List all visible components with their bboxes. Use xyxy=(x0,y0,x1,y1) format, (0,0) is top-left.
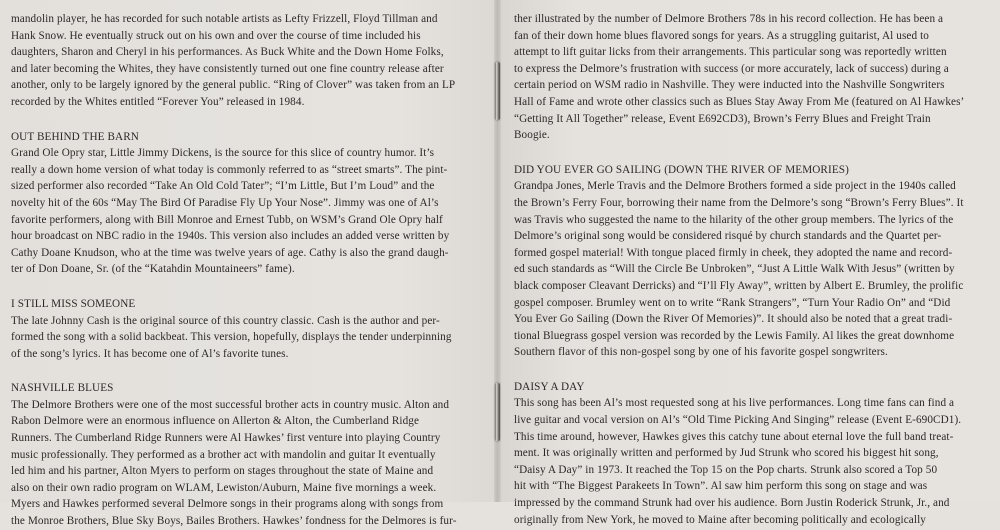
text-line: the Monroe Brothers, Blue Sky Boys, Bailes Brothers. Hawkes’ fondness for the Delmores is fur- xyxy=(11,515,457,528)
text-line: Rabon Delmore were an enormous influence on Allerton & Alton, the Cumberland Ridge xyxy=(11,415,420,428)
staple-bottom xyxy=(495,383,500,441)
text-line: another, only to be largely ignored by the general public. “Ring of Clover” was taken from an LP xyxy=(11,79,456,92)
text-line: daughters, Sharon and Cheryl in his performances. As Buck White and the Down Home Folks, xyxy=(11,46,444,59)
text-line: black composer Cleavant Derricks) and “I’ll Fly Away”, written by Albert E. Brumley, the prolific xyxy=(514,279,964,292)
text-line: Grandpa Jones, Merle Travis and the Delmore Brothers formed a side project in the 1940s called xyxy=(514,180,956,193)
text-line: Delmore’s original song would be considered risqué by church standards and the Quartet per- xyxy=(514,230,942,243)
text-line: ter of Don Doane, Sr. (of the “Katahdin Mountaineers” fame). xyxy=(11,263,295,276)
text-line: Hank Snow. He eventually struck out on his own and over the course of time included his xyxy=(11,29,421,42)
text-line: formed the song with a solid backbeat. This version, hopefully, displays the tender underpinning xyxy=(11,331,452,344)
left-intro xyxy=(11,11,494,111)
text-line: impressed by the command Strunk had over his audience. Born Justin Roderick Strunk, Jr., and xyxy=(514,497,950,510)
staple-top xyxy=(495,62,500,120)
text-line: This time around, however, Hawkes gives this catchy tune about eternal love the full band treat- xyxy=(514,430,954,443)
text-line: gospel composer. Brumley went on to write “Rank Strangers”, “Turn Your Radio On” and “Did xyxy=(514,296,951,309)
text-line: ment. It was originally written and performed by Jud Strunk who scored his biggest hit song, xyxy=(514,447,939,460)
text-line: of the song’s lyrics. It has become one of Al’s favorite tunes. xyxy=(11,347,289,360)
text-line: You Ever Go Sailing (Down the River Of Memories)”. It should also be noted that a great tradi- xyxy=(514,313,953,326)
section-heading: I STILL MISS SOMEONE xyxy=(11,297,136,310)
text-line: fan of their down home blues flavored songs for years. As a struggling guitarist, Al used to xyxy=(514,29,929,42)
right-intro xyxy=(514,11,1000,144)
section-daisy-a-day xyxy=(514,379,1000,528)
text-line: Southern flavor of this non-gospel song by one of his favorite gospel songwriters. xyxy=(514,346,888,359)
text-line: Boogie. xyxy=(514,129,550,142)
text-line: music professionally. They performed as a brother act with mandolin and guitar It eventually xyxy=(11,448,436,461)
text-line: live guitar and vocal version on Al’s “Old Time Picking And Singing” release (Event E-690CD1). xyxy=(514,414,962,427)
text-line: hour broadcast on NBC radio in the 1940s. This version also includes an added verse written by xyxy=(11,230,450,243)
text-line: tional Bluegrass gospel version was recorded by the Lewis Family. Al likes the great downhome xyxy=(514,329,955,342)
text-line: sized performer also recorded “Take An Old Cold Tater”; “I’m Little, But I’m Loud” and the xyxy=(11,180,435,193)
text-line: really a down home version of what today is commonly referred to as “street smarts”. The pint- xyxy=(11,163,448,176)
text-line: hit with “The Biggest Parakeets In Town”. Al saw him perform this song on stage and was xyxy=(514,480,928,493)
text-line: to express the Delmore’s frustration with success (or more accurately, lack of success) during a xyxy=(514,62,949,75)
text-line: novelty hit of the 60s “May The Bird Of Paradise Fly Up Your Nose”. Jimmy was one of Al’s xyxy=(11,196,439,209)
section-did-you-ever-go-sailing xyxy=(514,162,1000,361)
text-line: mandolin player, he has recorded for such notable artists as Lefty Frizzell, Floyd Tillman and xyxy=(11,13,438,25)
section-heading: DAISY A DAY xyxy=(514,380,585,393)
text-line: formed gospel material! With tongue placed firmly in cheek, they adopted the name and record- xyxy=(514,246,953,259)
text-line: recorded by the Whites entitled “Forever You” released in 1984. xyxy=(11,95,305,108)
text-line: Myers and Hawkes performed several Delmore songs in their programs along with songs from xyxy=(11,498,444,511)
section-i-still-miss-someone xyxy=(11,296,494,362)
text-line: Grand Ole Opry star, Little Jimmy Dickens, is the source for this slice of country humor. It’s xyxy=(11,147,435,160)
text-line: also on their own radio program on WLAM, Lewiston/Auburn, Maine five mornings a week. xyxy=(11,481,437,494)
text-line: certain period on WSM radio in Nashville. They were inducted into the Nashville Songwriters xyxy=(514,79,945,92)
text-line: The late Johnny Cash is the original source of this country classic. Cash is the author and per- xyxy=(11,314,440,327)
section-out-behind-the-barn xyxy=(11,129,494,278)
text-line: favorite performers, along with Bill Monroe and Ernest Tubb, on WSM’s Grand Ole Opry half xyxy=(11,213,443,226)
text-line: The Delmore Brothers were one of the most successful brother acts in country music. Alton and xyxy=(11,398,450,411)
text-line: the Brown’s Ferry Four, borrowing their name from the Delmore’s song “Brown’s Ferry Blues”. It xyxy=(514,196,964,209)
text-line: originally from New York, he moved to Maine after becoming politically and ecologically xyxy=(514,513,926,526)
text-line: This song has been Al’s most requested song at his live performances. Long time fans can find a xyxy=(514,397,955,410)
section-heading: NASHVILLE BLUES xyxy=(11,382,114,395)
text-line: attempt to lift guitar licks from their arrangements. This particular song was reportedly written xyxy=(514,46,947,59)
text-line: and later becoming the Whites, they have consistently turned out one fine country release after xyxy=(11,62,444,75)
text-line: Hall of Fame and wrote other classics such as Blues Stay Away From Me (featured on Al Hawkes’ xyxy=(514,95,965,108)
left-page xyxy=(0,0,494,528)
section-nashville-blues xyxy=(11,380,494,529)
text-line: ed such standards as “Will the Circle Be Unbroken”, “Just A Little Walk With Jesus” (written by xyxy=(514,263,955,276)
right-page xyxy=(501,0,1000,526)
text-line: “Getting It All Together” release, Event E692CD3), Brown’s Ferry Blues and Freight Train xyxy=(514,112,931,125)
section-heading: DID YOU EVER GO SAILING (DOWN THE RIVER OF MEMORIES) xyxy=(514,163,849,176)
text-line: Cathy Doane Knudson, who at the time was twelve years of age. Cathy is also the grand daugh- xyxy=(11,246,449,259)
text-line: Runners. The Cumberland Ridge Runners were Al Hawkes’ first venture into playing Country xyxy=(11,432,441,445)
text-line: led him and his partner, Alton Myers to perform on stages throughout the state of Maine and xyxy=(11,465,434,478)
text-line: ther illustrated by the number of Delmore Brothers 78s in his record collection. He has been a xyxy=(514,13,944,25)
text-line: “Daisy A Day” in 1973. It reached the Top 15 on the Pop charts. Strunk also scored a Top 50 xyxy=(514,463,938,476)
text-line: was Travis who suggested the name to the hilarity of the other group members. The lyrics of the xyxy=(514,213,954,226)
section-heading: OUT BEHIND THE BARN xyxy=(11,130,139,143)
